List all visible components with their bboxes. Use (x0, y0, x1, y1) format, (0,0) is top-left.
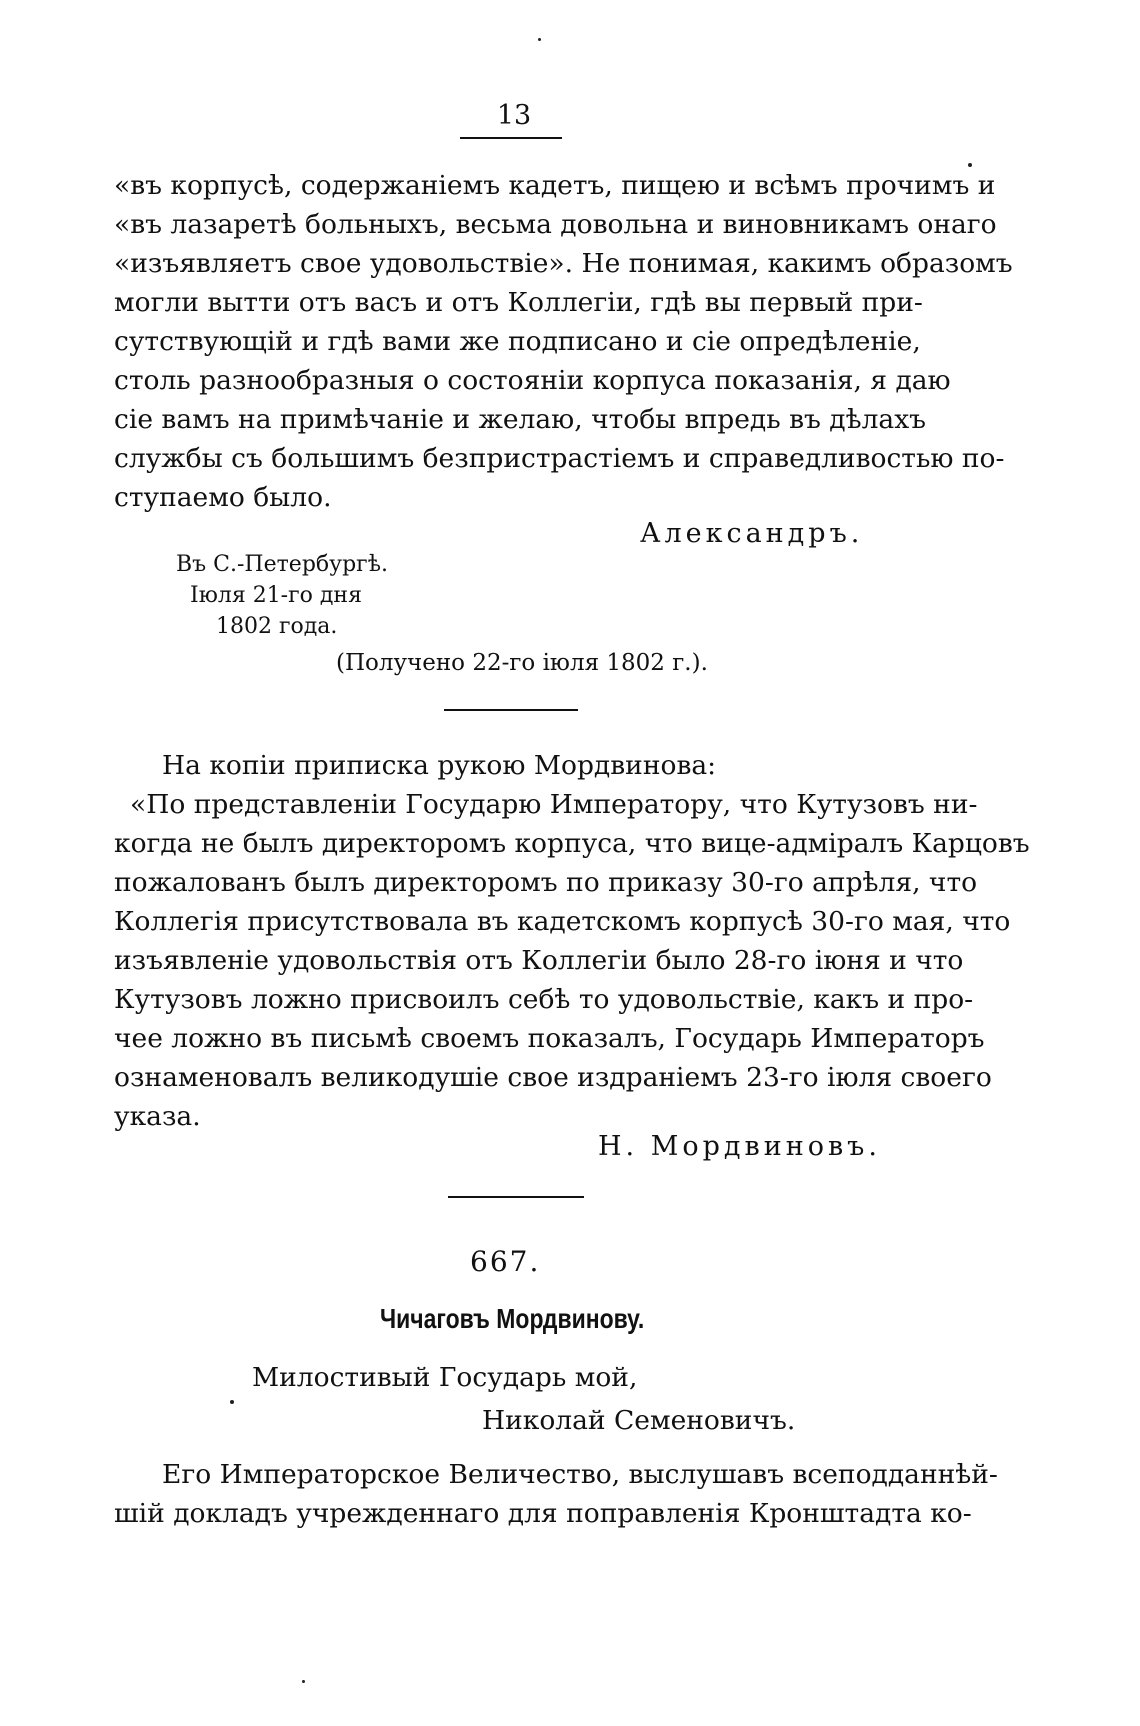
letter-body (114, 166, 1013, 517)
page-number: 13 (496, 100, 532, 131)
text-line: «въ лазаретѣ больныхъ, весьма довольна и виновникамъ онаго (114, 209, 997, 240)
section-divider (444, 709, 578, 711)
text-line: Его Императорское Величество, выслушавъ всеподданнѣй- (162, 1459, 998, 1490)
speck (230, 1400, 234, 1404)
place-line: Въ С.-Петербургѣ. (176, 552, 388, 577)
salutation-line: Милостивый Государь мой, (252, 1362, 638, 1393)
date-line: Іюля 21-го дня (190, 583, 362, 608)
text-line: ступаемо было. (114, 482, 332, 513)
text-line: пожалованъ былъ директоромъ по приказу 30-го апрѣля, что (114, 867, 978, 898)
text-line: Кутузовъ ложно присвоилъ себѣ то удовольствіе, какъ и про- (114, 984, 974, 1015)
speck (302, 1680, 305, 1683)
text-line: Коллегія присутствовала въ кадетскомъ корпусѣ 30-го мая, что (114, 906, 1011, 937)
section-divider (448, 1196, 584, 1198)
text-line: сутствующій и гдѣ вами же подписано и сіе опредѣленіе, (114, 326, 921, 357)
text-line: «въ корпусѣ, содержаніемъ кадетъ, пищею и всѣмъ прочимъ и (114, 170, 996, 201)
text-line: службы съ большимъ безпристрастіемъ и справедливостью по- (114, 443, 1005, 474)
text-line: изъявленіе удовольствія отъ Коллегіи было 28-го іюня и что (114, 945, 964, 976)
text-line: ознаменовалъ великодушіе свое издраніемъ 23-го іюля своего (114, 1062, 992, 1093)
text-line: могли вытти отъ васъ и отъ Коллегіи, гдѣ вы первый при- (114, 287, 923, 318)
text-line: чее ложно въ письмѣ своемъ показалъ, Государь Императоръ (114, 1023, 985, 1054)
salutation-name: Николай Семеновичъ. (482, 1405, 796, 1436)
document-number: 667. (470, 1245, 541, 1278)
note-intro: На копіи приписка рукою Мордвинова: (162, 750, 717, 781)
page-number-rule (460, 137, 562, 139)
signature-alexander: Александръ. (640, 518, 864, 549)
document-title: Чичаговъ Мордвинову. (380, 1303, 645, 1334)
text-line: указа. (114, 1101, 201, 1132)
text-line: когда не былъ директоромъ корпуса, что вице-адміралъ Карцовъ (114, 828, 1030, 859)
received-note: (Получено 22-го іюля 1802 г.). (336, 650, 708, 676)
text-line: шій докладъ учрежденнаго для поправленія Кронштадта ко- (114, 1498, 972, 1529)
signature-mordvinov: Н. Мордвиновъ. (598, 1131, 881, 1162)
year-line: 1802 года. (216, 614, 338, 639)
mordvinov-note (114, 746, 1030, 1136)
speck (538, 38, 541, 41)
text-line: сіе вамъ на примѣчаніе и желаю, чтобы впредь въ дѣлахъ (114, 404, 927, 435)
letter-667-body (114, 1455, 998, 1533)
speck (968, 163, 972, 167)
text-line: «По представленіи Государю Императору, что Кутузовъ ни- (130, 789, 978, 820)
text-line: столь разнообразныя о состояніи корпуса показанія, я даю (114, 365, 951, 396)
text-line: «изъявляетъ свое удовольствіе». Не понимая, какимъ образомъ (114, 248, 1013, 279)
